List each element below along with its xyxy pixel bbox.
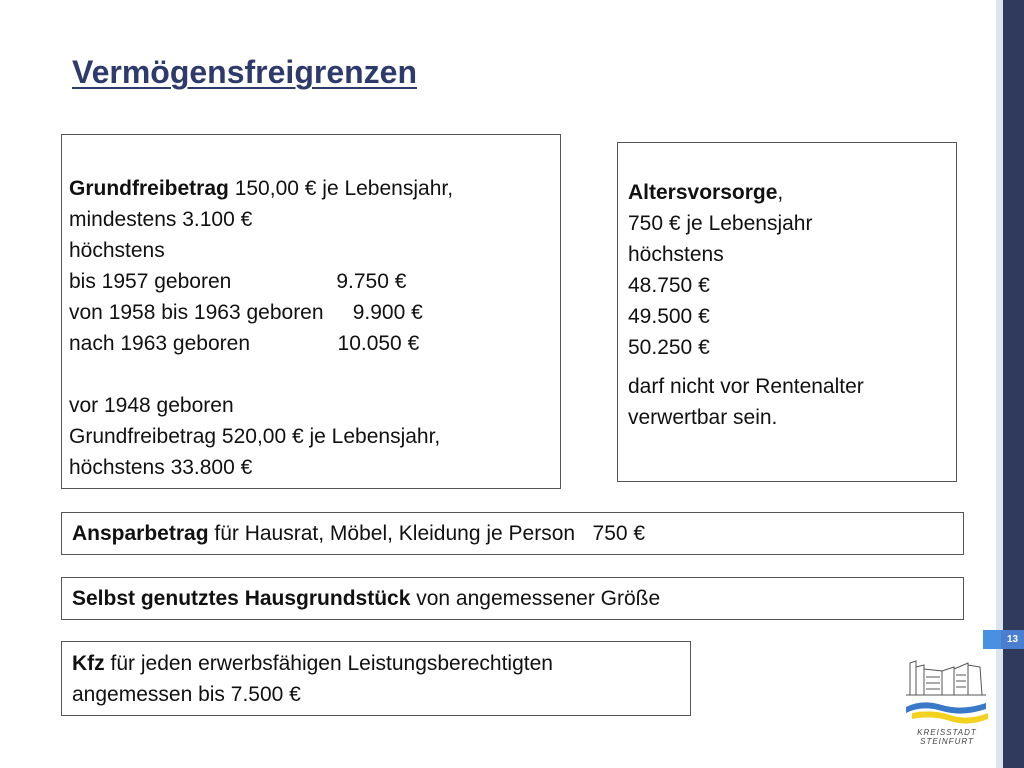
hausgrundstueck-box (61, 577, 964, 620)
grundfreibetrag-line-1 (69, 173, 560, 204)
altersvorsorge-line-6: 50.250 € (628, 336, 710, 359)
hausgrundstueck-label: Selbst genutztes Hausgrundstück (72, 587, 411, 610)
grundfreibetrag-label: Grundfreibetrag (69, 177, 229, 200)
altersvorsorge-line-3: höchstens (628, 243, 724, 266)
grundfreibetrag-line-2: mindestens 3.100 € (69, 208, 253, 231)
spacer (628, 363, 956, 371)
page-number-accent (983, 630, 1001, 649)
altersvorsorge-line-8: verwertbar sein. (628, 406, 778, 429)
sidebar-dark-stripe (1003, 0, 1024, 768)
logo-caption-line-1: KREISSTADT (917, 728, 977, 737)
altersvorsorge-line-2: 750 € je Lebensjahr (628, 212, 813, 235)
grundfreibetrag-box (61, 134, 561, 489)
ansparbetrag-line (72, 518, 963, 549)
ansparbetrag-text: für Hausrat, Möbel, Kleidung je Person 750 € (208, 522, 646, 545)
grundfreibetrag-rate: 150,00 € je Lebensjahr, (228, 177, 454, 200)
page-number: 13 (1001, 630, 1024, 649)
altersvorsorge-comma: , (777, 181, 784, 204)
spacer (69, 359, 560, 390)
grundfreibetrag-line-8: Grundfreibetrag 520,00 € je Lebensjahr, (69, 425, 441, 448)
kfz-line-2: angemessen bis 7.500 € (72, 683, 301, 706)
altersvorsorge-line-7: darf nicht vor Rentenalter (628, 375, 864, 398)
altersvorsorge-line-5: 49.500 € (628, 305, 710, 328)
logo-yellow-wave (912, 711, 988, 723)
kfz-label: Kfz (72, 652, 105, 675)
altersvorsorge-line-1 (628, 177, 956, 208)
grundfreibetrag-line-7: vor 1948 geboren (69, 394, 234, 417)
kfz-line-1 (72, 648, 690, 679)
page-title: Vermögensfreigrenzen (72, 54, 417, 90)
grundfreibetrag-line-4: bis 1957 geboren 9.750 € (69, 270, 407, 293)
logo-caption (912, 728, 982, 746)
kfz-box (61, 641, 691, 716)
kfz-text: für jeden erwerbsfähigen Leistungsberechtigten (104, 652, 553, 675)
ansparbetrag-box (61, 512, 964, 555)
grundfreibetrag-line-6: nach 1963 geboren 10.050 € (69, 332, 420, 355)
altersvorsorge-line-4: 48.750 € (628, 274, 710, 297)
altersvorsorge-box (617, 142, 957, 482)
grundfreibetrag-line-9: höchstens 33.800 € (69, 456, 253, 479)
grundfreibetrag-line-5: von 1958 bis 1963 geboren 9.900 € (69, 301, 423, 324)
hausgrundstueck-text: von angemessener Größe (410, 587, 661, 610)
logo-caption-line-2: STEINFURT (920, 737, 974, 746)
ansparbetrag-label: Ansparbetrag (72, 522, 209, 545)
logo-blue-wave (906, 702, 986, 713)
grundfreibetrag-line-3: höchstens (69, 239, 165, 262)
altersvorsorge-label: Altersvorsorge (628, 181, 778, 204)
hausgrundstueck-line (72, 583, 963, 614)
sidebar-light-stripe (996, 0, 1003, 768)
